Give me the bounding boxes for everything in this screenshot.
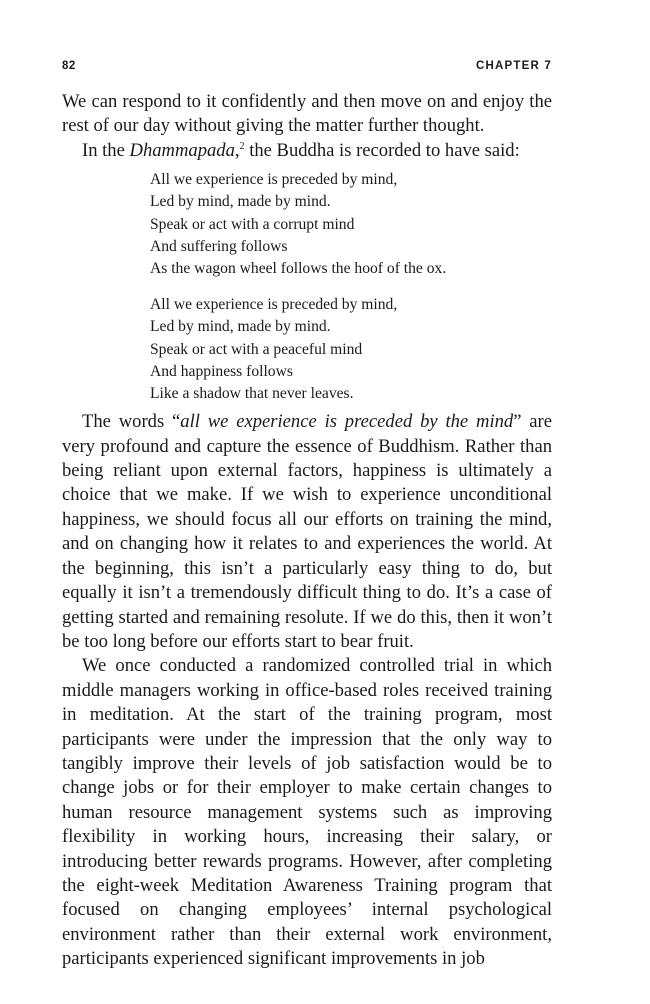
verse-line: And happiness follows: [150, 362, 293, 380]
verse-line: As the wagon wheel follows the hoof of the ox.: [150, 260, 447, 278]
verse-line: And suffering follows: [150, 237, 288, 255]
paragraph-2-text-before: In the: [82, 139, 130, 161]
dhammapada-title: Dhammapada: [129, 139, 235, 161]
verse-line: Led by mind, made by mind.: [150, 193, 331, 211]
footnote-marker: 2: [239, 140, 245, 152]
paragraph-3: [62, 410, 552, 654]
paragraph-2-text-after: the Buddha is recorded to have said:: [244, 139, 520, 161]
paragraph-2: [62, 139, 552, 163]
paragraph-4: We once conducted a randomized controlled trial in which middle managers working in office-based roles received training in meditation. At the start of the training program, most participants were under the impression that the only way to tangibly improve their levels of job satisfaction would be to change jobs or for their employer to make certain changes to human resource management systems such as improving flexibility in working hours, increasing their salary, or introducing better rewards programs. However, after completing the eight-week Meditation Awareness Training program that focused on changing employees’ internal psychological environment rather than their external work environment, participants experienced significant improvements in job: [62, 655, 552, 970]
verse-stanza-1: [150, 169, 552, 280]
verse-line: Speak or act with a corrupt mind: [150, 215, 355, 233]
body-text: [62, 90, 552, 972]
chapter-label: CHAPTER 7: [476, 60, 552, 72]
page-number: 82: [62, 60, 76, 72]
quoted-phrase: all we experience is preceded by the mind: [180, 411, 514, 433]
verse-quote: [150, 169, 552, 405]
verse-line: All we experience is preceded by mind,: [150, 296, 398, 314]
paragraph-2-comma: ,: [234, 139, 240, 161]
paragraph-1: We can respond to it confidently and then move on and enjoy the rest of our day without giving the matter further thought.: [62, 91, 552, 137]
paragraph-3-text-after: ” are very profound and capture the essence of Buddhism. Rather than being reliant upon external factors, happiness is ultimately a choice that we make. If we wish to experience unconditional happiness, we should focus all our efforts on training the mind, and on changing how it relates to and experiences the world. At the beginning, this isn’t a particularly easy thing to do, but equally it isn’t a tremendously difficult thing to do. It’s a case of getting started and remaining resolute. If we do this, then it won’t be too long before our efforts start to bear fruit.: [62, 411, 552, 652]
verse-line: Led by mind, made by mind.: [150, 318, 331, 336]
paragraph-3-text-before: The words “: [82, 411, 181, 433]
verse-stanza-2: [150, 294, 552, 405]
verse-line: Like a shadow that never leaves.: [150, 385, 354, 403]
verse-line: Speak or act with a peaceful mind: [150, 340, 363, 358]
running-head: [62, 60, 552, 76]
verse-line: All we experience is preceded by mind,: [150, 171, 398, 189]
